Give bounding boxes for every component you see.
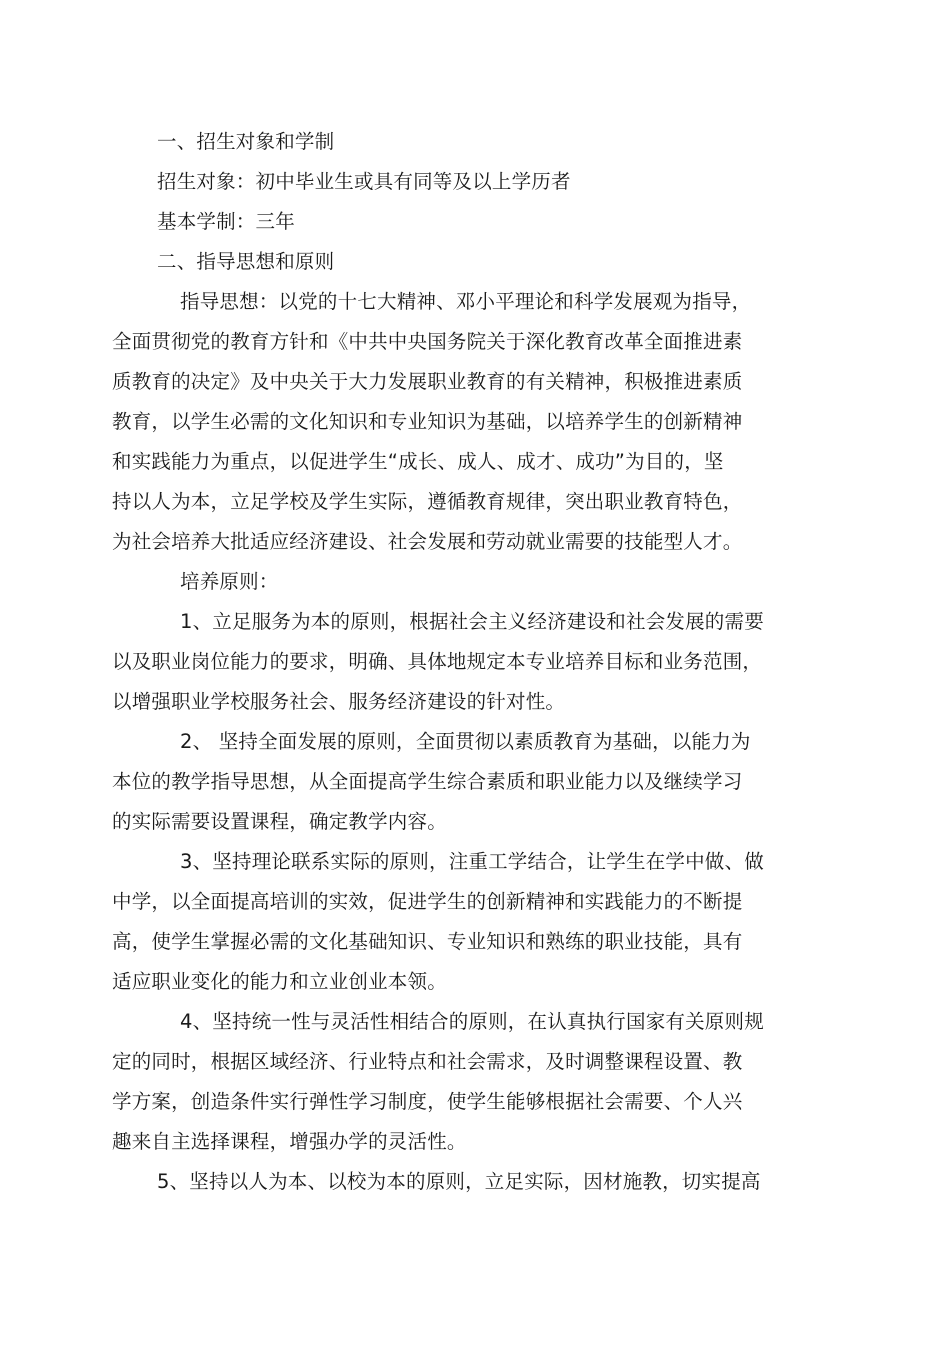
principles-label: 培养原则： [180, 570, 279, 593]
paragraph-line: 为社会培养大批适应经济建设、社会发展和劳动就业需要的技能型人才。 [112, 530, 743, 553]
paragraph-line: 和实践能力为重点，以促进学生“成长、成人、成才、成功”为目的，坚 [112, 450, 724, 473]
paragraph-line: 指导思想：以党的十七大精神、邓小平理论和科学发展观为指导， [180, 290, 752, 313]
principle-2 [112, 722, 804, 842]
paragraph-line: 学方案，创造条件实行弹性学习制度，使学生能够根据社会需要、个人兴 [112, 1090, 743, 1113]
paragraph-line: 中学，以全面提高培训的实效，促进学生的创新精神和实践能力的不断提 [112, 890, 743, 913]
section-heading-guiding: 二、指导思想和原则 [157, 250, 335, 273]
principle-3 [112, 842, 804, 1002]
paragraph-line: 持以人为本，立足学校及学生实际，遵循教育规律，突出职业教育特色， [112, 490, 743, 513]
paragraph-line: 1、立足服务为本的原则，根据社会主义经济建设和社会发展的需要 [180, 610, 764, 633]
study-duration: 基本学制：三年 [157, 210, 295, 233]
paragraph-line: 的实际需要设置课程，确定教学内容。 [112, 810, 447, 833]
principle-4 [112, 1002, 804, 1162]
paragraph-line: 本位的教学指导思想，从全面提高学生综合素质和职业能力以及继续学习 [112, 770, 743, 793]
document-body [112, 122, 804, 1202]
paragraph-line: 5、坚持以人为本、以校为本的原则，立足实际，因材施教，切实提高 [157, 1170, 761, 1193]
paragraph-line: 定的同时，根据区域经济、行业特点和社会需求，及时调整课程设置、教 [112, 1050, 743, 1073]
paragraph-line: 4、坚持统一性与灵活性相结合的原则，在认真执行国家有关原则规 [180, 1010, 764, 1033]
paragraph-line: 2、 坚持全面发展的原则，全面贯彻以素质教育为基础，以能力为 [180, 730, 751, 753]
guiding-thought-paragraph [112, 282, 804, 562]
paragraph-line: 适应职业变化的能力和立业创业本领。 [112, 970, 447, 993]
section-heading-enrollment: 一、招生对象和学制 [157, 130, 335, 153]
paragraph-line: 以增强职业学校服务社会、服务经济建设的针对性。 [112, 690, 566, 713]
enrollment-target: 招生对象：初中毕业生或具有同等及以上学历者 [157, 170, 571, 193]
paragraph-line: 质教育的决定》及中央关于大力发展职业教育的有关精神，积极推进素质 [112, 370, 743, 393]
principle-5 [112, 1162, 804, 1202]
paragraph-line: 高，使学生掌握必需的文化基础知识、专业知识和熟练的职业技能，具有 [112, 930, 743, 953]
paragraph-line: 趣来自主选择课程，增强办学的灵活性。 [112, 1130, 467, 1153]
paragraph-line: 3、坚持理论联系实际的原则，注重工学结合，让学生在学中做、做 [180, 850, 764, 873]
paragraph-line: 以及职业岗位能力的要求，明确、具体地规定本专业培养目标和业务范围， [112, 650, 763, 673]
paragraph-line: 教育，以学生必需的文化知识和专业知识为基础，以培养学生的创新精神 [112, 410, 743, 433]
principle-1 [112, 602, 804, 722]
paragraph-line: 全面贯彻党的教育方针和《中共中央国务院关于深化教育改革全面推进素 [112, 330, 743, 353]
